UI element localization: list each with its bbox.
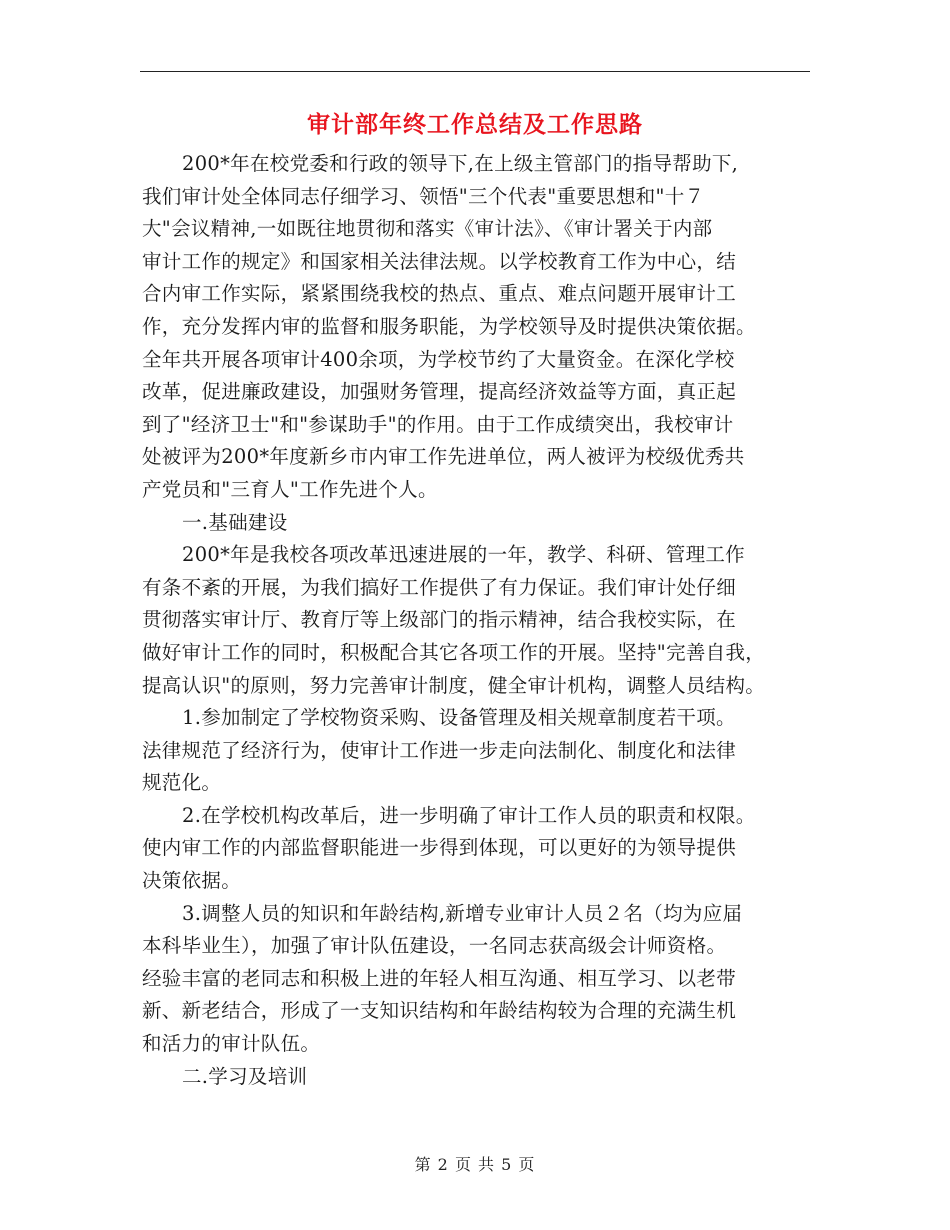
- body-line: 提高认识"的原则，努力完善审计制度，健全审计机构，调整人员结构。: [142, 673, 766, 697]
- body-line: 我们审计处全体同志仔细学习、领悟"三个代表"重要思想和"十７: [142, 184, 705, 208]
- body-line: 本科毕业生），加强了审计队伍建设，一名同志获高级会计师资格。: [142, 934, 727, 958]
- body-line: 产党员和"三育人"工作先进个人。: [142, 477, 438, 501]
- section-heading: 一.基础建设: [182, 510, 288, 534]
- list-item: 3.调整人员的知识和年龄结构,新增专业审计人员２名（均为应届: [182, 901, 743, 925]
- body-line: 大"会议精神,一如既往地贯彻和落实《审计法》、《审计署关于内部: [142, 217, 713, 241]
- body-line: 决策依据。: [142, 869, 242, 893]
- body-line: 经验丰富的老同志和积极上进的年轻人相互沟通、相互学习、以老带: [142, 966, 737, 990]
- body-line: 改革，促进廉政建设，加强财务管理，提高经济效益等方面，真正起: [142, 380, 737, 404]
- body-line: 新、新老结合，形成了一支知识结构和年龄结构较为合理的充满生机: [142, 999, 737, 1023]
- body-line: 全年共开展各项审计400余项，为学校节约了大量资金。在深化学校: [142, 347, 735, 371]
- body-line: 和活力的审计队伍。: [142, 1032, 321, 1056]
- document-body: [142, 148, 812, 1093]
- body-line: 做好审计工作的同时，积极配合其它各项工作的开展。坚持"完善自我，: [142, 640, 766, 664]
- header-rule: [140, 71, 810, 72]
- section-heading: 二.学习及培训: [182, 1064, 308, 1088]
- body-line: 法律规范了经济行为，使审计工作进一步走向法制化、制度化和法律: [142, 738, 737, 762]
- body-line: 使内审工作的内部监督职能进一步得到体现，可以更好的为领导提供: [142, 836, 737, 860]
- body-line: 处被评为200*年度新乡市内审工作先进单位，两人被评为校级优秀共: [142, 445, 745, 469]
- body-line: 有条不紊的开展，为我们搞好工作提供了有力保证。我们审计处仔细: [142, 575, 737, 599]
- body-line: 贯彻落实审计厅、教育厅等上级部门的指示精神，结合我校实际，在: [142, 608, 737, 632]
- body-line: 200*年是我校各项改革迅速进展的一年，教学、科研、管理工作: [182, 543, 745, 567]
- document-title: 审计部年终工作总结及工作思路: [307, 111, 643, 138]
- page-number: 第 2 页 共 5 页: [414, 1155, 536, 1174]
- list-item: 1.参加制定了学校物资采购、设备管理及相关规章制度若干项。: [182, 706, 736, 730]
- body-line: 合内审工作实际，紧紧围绕我校的热点、重点、难点问题开展审计工: [142, 282, 737, 306]
- body-line: 作，充分发挥内审的监督和服务职能，为学校领导及时提供决策依据。: [142, 314, 756, 338]
- body-line: 到了"经济卫士"和"参谋助手"的作用。由于工作成绩突出，我校审计: [142, 412, 734, 436]
- body-line: 200*年在校党委和行政的领导下,在上级主管部门的指导帮助下,: [182, 152, 739, 175]
- body-line: 审计工作的规定》和国家相关法律法规。以学校教育工作为中心，结: [142, 249, 737, 273]
- list-item: 2.在学校机构改革后，进一步明确了审计工作人员的职责和权限。: [182, 803, 756, 827]
- body-line: 规范化。: [142, 771, 222, 795]
